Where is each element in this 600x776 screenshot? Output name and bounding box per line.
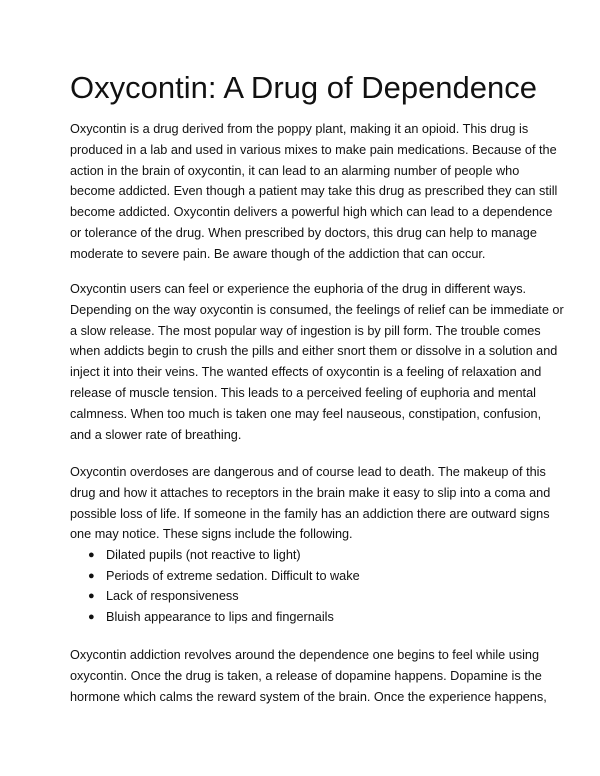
paragraph-overdose bbox=[70, 462, 550, 545]
paragraph-line: become addicted. Oxycontin delivers a powerful high which can lead to a dependence bbox=[70, 205, 553, 220]
paragraph-line: inject it into their veins. The wanted effects of oxycontin is a feeling of relaxation and bbox=[70, 365, 542, 380]
list-item bbox=[70, 545, 360, 566]
list-item bbox=[70, 586, 360, 607]
list-item bbox=[70, 566, 360, 587]
paragraph-line: or tolerance of the drug. When prescribed by doctors, this drug can help to manage bbox=[70, 225, 537, 240]
list-item bbox=[70, 607, 360, 628]
bullet-icon: ● bbox=[88, 610, 95, 623]
paragraph-line: produced in a lab and used in various mixes to make pain medications. Because of the bbox=[70, 142, 557, 157]
paragraph-line: moderate to severe pain. Be aware though of the addiction that can occur. bbox=[70, 246, 486, 261]
paragraph-line: become addicted. Even though a patient may take this drug as prescribed they can still bbox=[70, 184, 558, 199]
paragraph-line: Oxycontin addiction revolves around the dependence one begins to feel while using bbox=[70, 648, 540, 662]
list-item-text: Periods of extreme sedation. Difficult to wake bbox=[106, 568, 360, 583]
paragraph-addiction bbox=[70, 645, 547, 707]
paragraph-line: drug and how it attaches to receptors in the brain make it easy to slip into a coma and bbox=[70, 485, 551, 500]
paragraph-line: and a slower rate of breathing. bbox=[70, 427, 242, 442]
list-item-text: Lack of responsiveness bbox=[106, 589, 239, 604]
paragraph-line: Oxycontin overdoses are dangerous and of course lead to death. The makeup of this bbox=[70, 465, 546, 479]
list-item-text: Bluish appearance to lips and fingernails bbox=[106, 609, 334, 624]
paragraph-line: Depending on the way oxycontin is consumed, the feelings of relief can be immediate or bbox=[70, 302, 564, 317]
paragraph-line: when addicts begin to crush the pills and either snort them or dissolve in a solution and bbox=[70, 344, 558, 359]
paragraph-line: possible loss of life. If someone in the family has an addiction there are outward signs bbox=[70, 506, 550, 521]
document-title: Oxycontin: A Drug of Dependence bbox=[70, 70, 538, 105]
paragraph-line: Oxycontin users can feel or experience the euphoria of the drug in different ways. bbox=[70, 282, 527, 296]
paragraph-euphoria bbox=[70, 279, 564, 445]
paragraph-line: action in the brain of oxycontin, it can lead to an alarming number of people who bbox=[70, 163, 520, 178]
bullet-icon: ● bbox=[88, 590, 95, 603]
paragraph-line: calmness. When too much is taken one may feel nauseous, constipation, confusion, bbox=[70, 406, 542, 421]
paragraph-intro bbox=[70, 119, 557, 265]
bullet-icon: ● bbox=[88, 569, 95, 582]
paragraph-line: one may notice. These signs include the following. bbox=[70, 527, 353, 542]
paragraph-line: a slow release. The most popular way of ingestion is by pill form. The trouble comes bbox=[70, 323, 541, 338]
list-item-text: Dilated pupils (not reactive to light) bbox=[106, 548, 301, 562]
paragraph-line: release of muscle tension. This leads to a perceived feeling of euphoria and mental bbox=[70, 385, 536, 400]
paragraph-line: hormone which calms the reward system of the brain. Once the experience happens, bbox=[70, 689, 547, 704]
paragraph-line: Oxycontin is a drug derived from the poppy plant, making it an opioid. This drug is bbox=[70, 122, 529, 136]
warning-signs-list bbox=[70, 545, 360, 627]
paragraph-line: oxycontin. Once the drug is taken, a release of dopamine happens. Dopamine is the bbox=[70, 668, 542, 683]
bullet-icon: ● bbox=[88, 549, 95, 561]
